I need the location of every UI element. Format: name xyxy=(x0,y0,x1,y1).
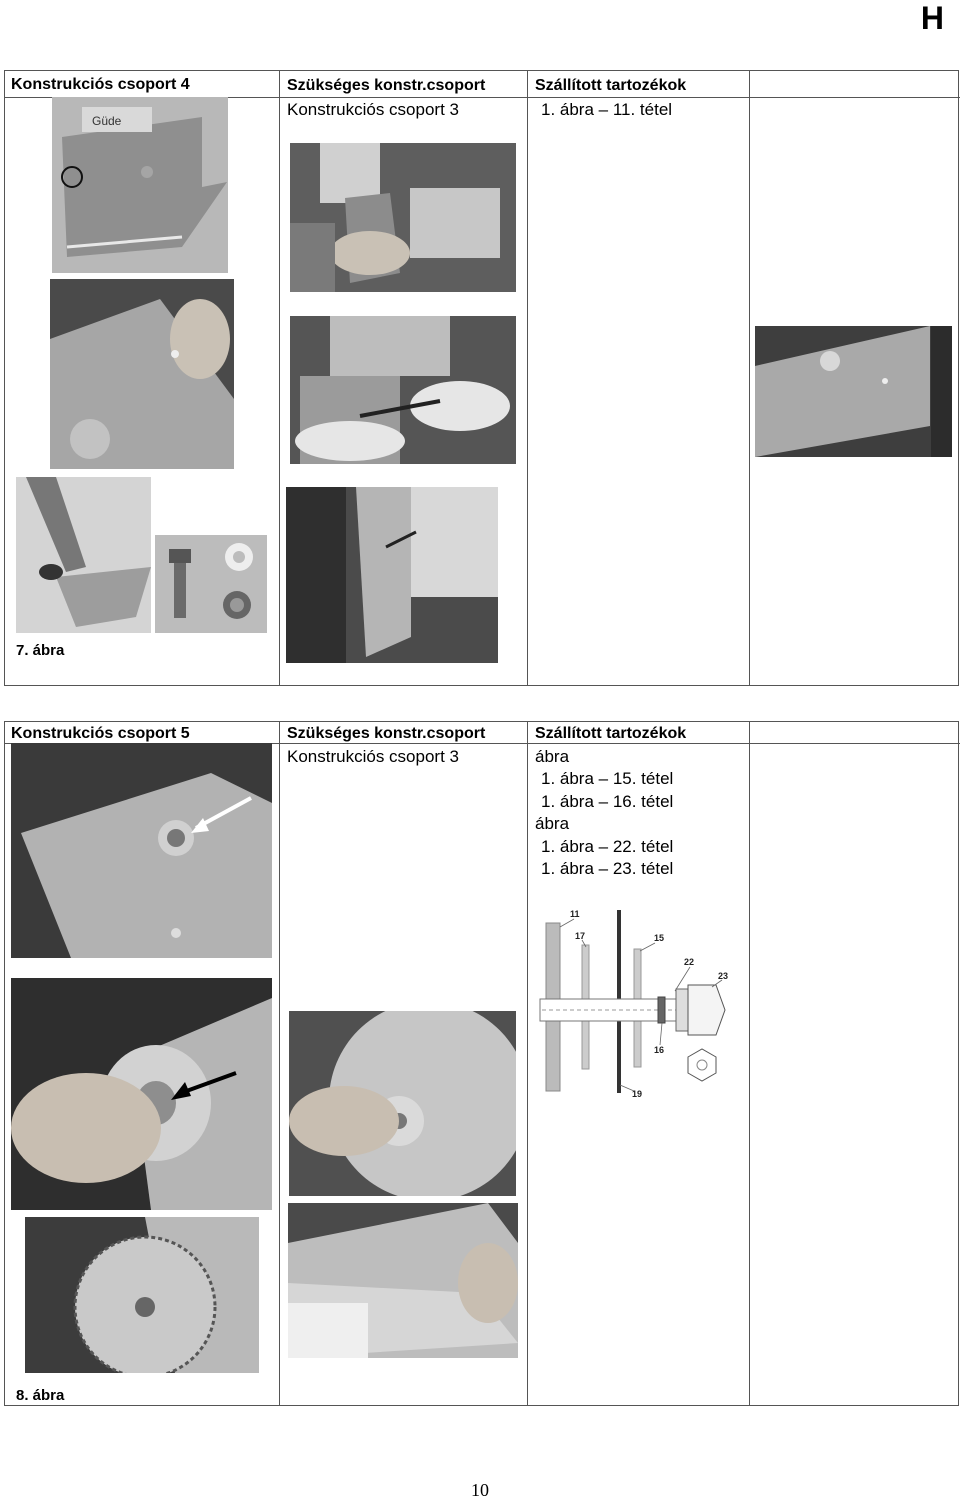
photo-side-panel-with-logo xyxy=(52,97,228,273)
photo-nut-tightening xyxy=(289,1011,516,1196)
photo-flange-hand-arrow xyxy=(11,978,272,1210)
photo-foot-on-panel xyxy=(16,477,151,633)
photo-saw-blade-installed xyxy=(25,1217,259,1373)
diagram-label: 23 xyxy=(718,971,729,981)
required-group-header: Szükséges konstr.csoport xyxy=(287,77,486,94)
photo-blade-guard-hands xyxy=(288,1203,518,1358)
supplied-item: 1. ábra – 15. tétel xyxy=(541,769,674,788)
supplied-item: ábra xyxy=(535,747,570,766)
required-group-value: Konstrukciós csoport 3 xyxy=(287,100,459,119)
group-title: Konstrukciós csoport 4 xyxy=(11,76,190,93)
supplied-item: 1. ábra – 16. tétel xyxy=(541,792,674,811)
supplied-item: 1. ábra – 23. tétel xyxy=(541,859,674,878)
photo-tightening-wrench xyxy=(290,316,516,464)
group-title: Konstrukciós csoport 5 xyxy=(11,725,190,742)
diagram-label: 17 xyxy=(575,931,586,941)
supplied-accessories-header: Szállított tartozékok xyxy=(535,77,687,94)
supplied-accessories-header: Szállított tartozékok xyxy=(535,725,687,742)
diagram-label: 19 xyxy=(632,1089,643,1099)
diagram-label: 22 xyxy=(684,957,695,967)
required-group-value: Konstrukciós csoport 3 xyxy=(287,747,459,766)
brand-logo: Güde xyxy=(92,114,122,128)
photo-bolt-washer-nut xyxy=(155,535,267,633)
language-badge: H xyxy=(920,0,944,36)
figure-caption: 8. ábra xyxy=(16,1387,65,1404)
supplied-item: 1. ábra – 22. tétel xyxy=(541,837,674,856)
exploded-parts-diagram xyxy=(530,905,740,1105)
photo-panel-screw-hand xyxy=(50,279,234,469)
diagram-label: 16 xyxy=(654,1045,665,1055)
diagram-label: 11 xyxy=(570,909,580,919)
photo-shaft-arrow xyxy=(11,743,272,958)
photo-assembled-side-panel xyxy=(755,326,952,457)
supplied-item: ábra xyxy=(535,814,570,833)
diagram-label: 15 xyxy=(654,933,665,943)
photo-motor-mounted xyxy=(286,487,498,663)
page-number: 10 xyxy=(471,1480,489,1500)
photo-motor-bracket-hand xyxy=(290,143,516,292)
required-group-header: Szükséges konstr.csoport xyxy=(287,725,486,742)
figure-caption: 7. ábra xyxy=(16,642,65,659)
supplied-item: 1. ábra – 11. tétel xyxy=(541,100,673,119)
